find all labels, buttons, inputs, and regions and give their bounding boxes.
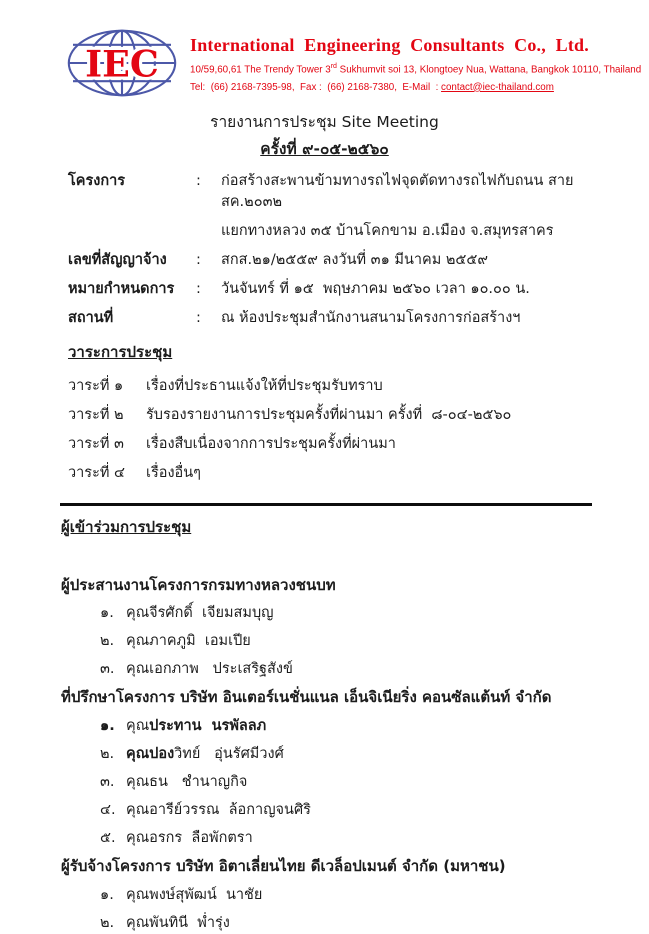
company-info bbox=[190, 28, 641, 98]
attendee-name-pre: คุณภาคภูมิ เอมเปีย bbox=[126, 633, 251, 650]
attendee-name-pre: คุณธน ชำนาญกิจ bbox=[126, 774, 248, 791]
info-label: โครงการ bbox=[68, 172, 126, 189]
attendee-name-pre: คุณอารีย์วรรณ ล้อกาญจนศิริ bbox=[126, 802, 311, 819]
info-colon: : bbox=[196, 281, 201, 297]
attendee-name bbox=[126, 603, 274, 624]
attendee-name bbox=[126, 631, 251, 652]
attendee-number: ๓. bbox=[100, 661, 115, 678]
agenda-text: เรื่องที่ประธานแจ้งให้ที่ประชุมรับทราบ bbox=[146, 377, 383, 394]
attendee-name-bold: ประทาน นรพัลลภ bbox=[149, 718, 267, 735]
attendee-row bbox=[100, 913, 649, 934]
attendee-row bbox=[100, 744, 649, 765]
attendee-row bbox=[100, 772, 649, 793]
document-title: รายงานการประชุม Site Meeting bbox=[210, 113, 439, 131]
attendee-name-pre: คุณพงษ์สุพัฒน์ นาชัย bbox=[126, 886, 263, 903]
info-row-project bbox=[68, 171, 609, 242]
attendee-row bbox=[100, 885, 649, 906]
info-label: เลขที่สัญญาจ้าง bbox=[68, 251, 167, 268]
attendee-number: ๒. bbox=[100, 633, 115, 650]
email-link[interactable]: contact@iec-thailand.com bbox=[441, 81, 554, 93]
company-name: International Engineering Consultants Co., Ltd. bbox=[190, 35, 589, 55]
agenda-item-1 bbox=[68, 376, 609, 397]
attendee-name bbox=[126, 659, 293, 680]
attendee-name-pre: คุณอรกร ลือพักตรา bbox=[126, 830, 253, 847]
info-value: วันจันทร์ ที่ ๑๕ พฤษภาคม ๒๕๖๐ เวลา ๑๐.๐๐ น. bbox=[221, 281, 530, 297]
info-value bbox=[221, 171, 609, 242]
attendee-row bbox=[100, 603, 649, 624]
info-colon: : bbox=[196, 251, 201, 268]
info-colon: : bbox=[196, 310, 201, 327]
info-label: หมายกำหนดการ bbox=[68, 281, 175, 297]
agenda-number: วาระที่ ๓ bbox=[68, 435, 124, 452]
attendee-number: ๕. bbox=[100, 830, 116, 847]
attendee-name bbox=[126, 800, 311, 821]
agenda-number: วาระที่ ๒ bbox=[68, 406, 124, 423]
attendee-name-pre: คุณ bbox=[126, 718, 150, 735]
attendee-list bbox=[0, 885, 649, 934]
project-line-2: แยกทางหลวง ๓๕ บ้านโคกขาม อ.เมือง จ.สมุทรสาคร bbox=[221, 222, 554, 239]
attendee-number: ๑. bbox=[100, 886, 114, 903]
info-row-contract-no bbox=[68, 250, 609, 271]
meeting-number: ครั้งที่ ๙-๐๕-๒๕๖๐ bbox=[260, 140, 389, 159]
address-rest: Sukhumvit soi 13, Klongtoey Nua, Wattana, Bangkok 10110, Thailand bbox=[336, 64, 642, 76]
attendee-number: ๔. bbox=[100, 802, 116, 819]
company-address bbox=[190, 63, 641, 77]
agenda-heading: วาระการประชุม bbox=[68, 343, 173, 362]
attendee-row bbox=[100, 659, 649, 680]
attendee-name bbox=[126, 913, 230, 934]
attendee-row bbox=[100, 828, 649, 849]
attendee-list bbox=[0, 603, 649, 680]
agenda-item-4 bbox=[68, 463, 609, 484]
info-value: สกส.๒๑/๒๕๕๙ ลงวันที่ ๓๑ มีนาคม ๒๕๕๙ bbox=[221, 251, 488, 268]
attendee-name bbox=[126, 885, 262, 906]
attendee-name-pre: คุณพันทินี พ่ำรุ่ง bbox=[126, 914, 230, 931]
iec-globe-logo-icon bbox=[66, 28, 178, 98]
agenda-item-3 bbox=[68, 434, 609, 455]
attendee-number: ๓. bbox=[100, 774, 115, 791]
info-label: สถานที่ bbox=[68, 310, 114, 327]
attendee-number: ๒. bbox=[100, 914, 115, 931]
globe-icon bbox=[66, 28, 178, 98]
project-line-1: ก่อสร้างสะพานข้ามทางรถไฟจุดตัดทางรถไฟกับถนน สาย สค.๒๐๓๒ bbox=[221, 172, 579, 210]
agenda-text: รับรองรายงานการประชุมครั้งที่ผ่านมา ครั้งที่ ๘-๐๔-๒๕๖๐ bbox=[146, 406, 512, 423]
letterhead bbox=[0, 0, 649, 98]
meeting-info bbox=[68, 171, 609, 329]
info-row-schedule bbox=[68, 279, 609, 300]
attendee-group-title-consultant: ที่ปรึกษาโครงการ บริษัท อินเตอร์เนชั่นแนล เอ็นจิเนียริ่ง คอนซัลแต้นท์ จำกัด bbox=[61, 688, 552, 707]
agenda-text: เรื่องอื่นๆ bbox=[146, 464, 201, 481]
info-value: ณ ห้องประชุมสำนักงานสนามโครงการก่อสร้างฯ bbox=[221, 310, 521, 327]
document-title-block bbox=[0, 111, 649, 161]
agenda-item-2 bbox=[68, 405, 609, 426]
company-contact bbox=[190, 82, 641, 94]
attendee-name bbox=[126, 716, 266, 737]
attendee-row bbox=[100, 800, 649, 821]
tel-fax-text: Tel: (66) 2168-7395-98, Fax : (66) 2168-7380, E-Mail : bbox=[190, 81, 442, 93]
attendee-row bbox=[100, 631, 649, 652]
attendee-name bbox=[126, 772, 247, 793]
agenda-number: วาระที่ ๔ bbox=[68, 464, 126, 481]
attendee-name-pre: คุณจีรศักดิ์ เจียมสมบุญ bbox=[126, 605, 274, 622]
attendee-number: ๑. bbox=[100, 718, 115, 735]
attendee-name bbox=[126, 828, 253, 849]
attendee-name bbox=[126, 744, 284, 765]
attendee-list bbox=[0, 716, 649, 849]
attendee-group-title-coordinator: ผู้ประสานงานโครงการกรมทางหลวงชนบท bbox=[61, 575, 336, 594]
address-ordinal: rd bbox=[330, 63, 337, 71]
attendee-number: ๑. bbox=[100, 605, 114, 622]
info-row-location bbox=[68, 308, 609, 329]
info-colon: : bbox=[196, 172, 201, 189]
attendee-group-title-contractor: ผู้รับจ้างโครงการ บริษัท อิตาเลี่ยนไทย ดีเวล็อปเมนต์ จำกัด (มหาชน) bbox=[61, 857, 506, 876]
attendee-number: ๒. bbox=[100, 746, 115, 763]
attendee-row bbox=[100, 716, 649, 737]
attendees-heading: ผู้เข้าร่วมการประชุม bbox=[61, 517, 192, 536]
attendee-name-post: วิทย์ อุ่นรัศมีวงศ์ bbox=[174, 746, 284, 763]
address-text: 10/59,60,61 The Trendy Tower 3 bbox=[190, 64, 331, 76]
attendee-name-bold: คุณปอง bbox=[126, 746, 175, 763]
agenda-number: วาระที่ ๑ bbox=[68, 377, 124, 394]
agenda-text: เรื่องสืบเนื่องจากการประชุมครั้งที่ผ่านมา bbox=[146, 435, 396, 452]
section-divider bbox=[60, 503, 592, 506]
attendee-name-pre: คุณเอกภาพ ประเสริฐสังข์ bbox=[126, 661, 293, 678]
svg-text:IEC: IEC bbox=[85, 42, 159, 86]
